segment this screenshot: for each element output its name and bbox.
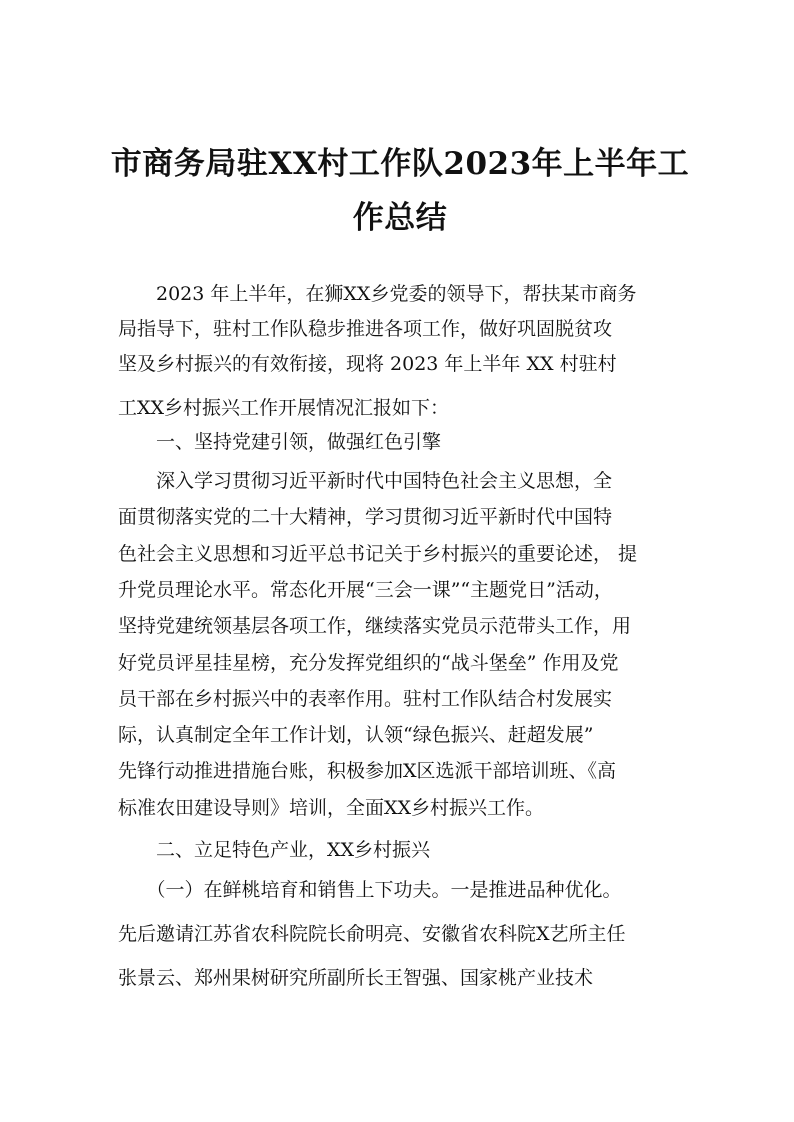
body-line: 员干部在乡村振兴中的表率作用。驻村工作队结合村发展实 (118, 688, 613, 710)
body-line: 好党员评星挂星榜，充分发挥党组织的“战斗堡垒” 作用及党 (118, 652, 619, 674)
body-line: 升党员理论水平。常态化开展“三会一课”“主题党日”活动， (118, 579, 613, 601)
body-line: 标准农田建设导则》培训，全面XX乡村振兴工作。 (118, 797, 545, 819)
body-line: 面贯彻落实党的二十大精神，学习贯彻习近平新时代中国特 (118, 506, 613, 528)
section-heading: 二、立足特色产业，XX乡村振兴 (118, 839, 431, 861)
body-line: 工XX乡村振兴工作开展情况汇报如下： (118, 397, 450, 419)
document-title-line-1: 市商务局驻XX村工作队2023年上半年工 (110, 146, 690, 182)
body-line: 坚持党建统领基层各项工作，继续落实党员示范带头工作，用 (118, 615, 632, 637)
document-title-line-2: 作总结 (352, 200, 448, 236)
body-line: 2023 年上半年，在狮XX乡党委的领导下，帮扶某市商务 (118, 283, 637, 305)
body-line: 际，认真制定全年工作计划，认领“绿色振兴、赶超发展” (118, 724, 594, 746)
body-line: （一）在鲜桃培育和销售上下功夫。一是推进品种优化。 (118, 879, 622, 901)
body-line: 先锋行动推进措施台账，积极参加X区选派干部培训班、《高 (118, 760, 617, 782)
body-line: 先后邀请江苏省农科院院长俞明亮、安徽省农科院X艺所主任 (118, 923, 626, 945)
body-line: 坚及乡村振兴的有效衔接，现将 2023 年上半年 XX 村驻村 (118, 353, 617, 375)
body-line: 深入学习贯彻习近平新时代中国特色社会主义思想，全 (118, 470, 613, 492)
section-heading: 一、坚持党建引领，做强红色引擎 (118, 431, 442, 453)
body-line: 局指导下，驻村工作队稳步推进各项工作，做好巩固脱贫攻 (118, 318, 613, 340)
body-line: 张景云、郑州果树研究所副所长王智强、国家桃产业技术 (118, 967, 594, 989)
body-line: 色社会主义思想和习近平总书记关于乡村振兴的重要论述， 提 (118, 543, 638, 565)
